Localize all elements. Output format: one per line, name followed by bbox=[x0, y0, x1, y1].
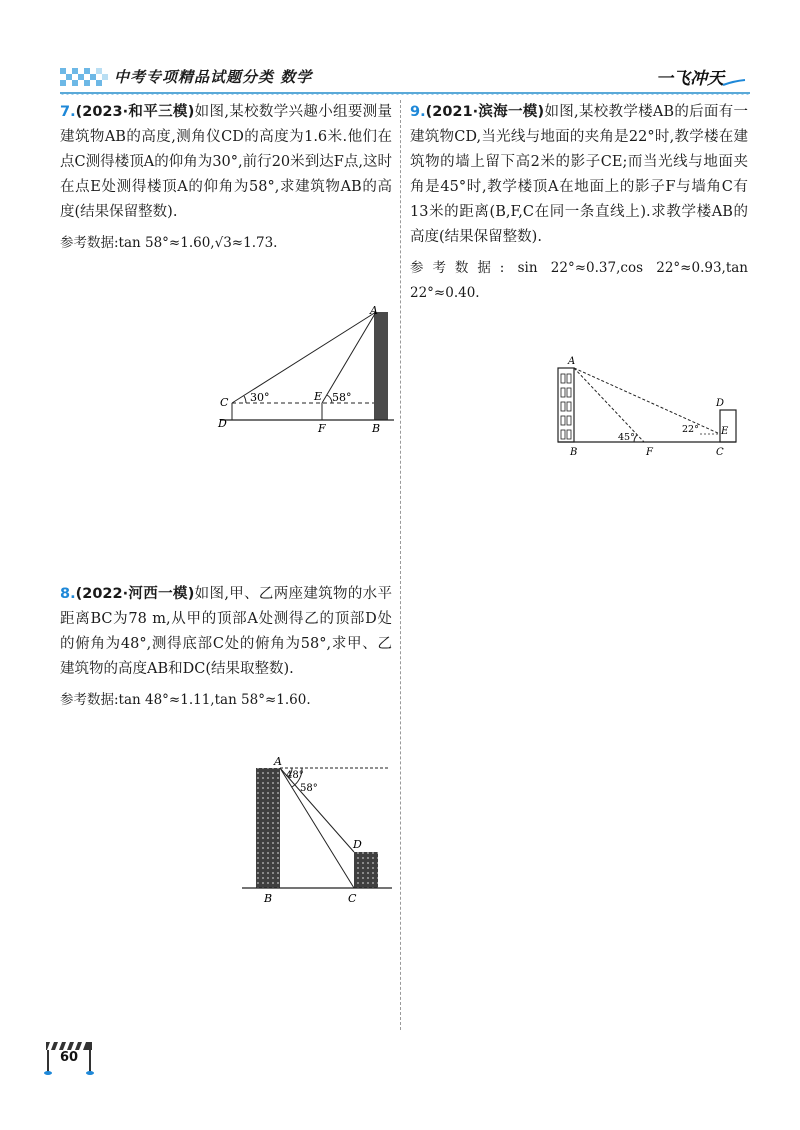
building-ab bbox=[558, 368, 574, 442]
sight-line-c bbox=[232, 312, 376, 403]
angle-48: 48° bbox=[286, 770, 304, 781]
label-f: F bbox=[646, 447, 653, 458]
label-e: E bbox=[721, 426, 729, 437]
problem-text: 如图,某校数学兴趣小组要测量建筑物AB的高度,测角仪CD的高度为1.6米.他们在点C测得楼顶A的仰角为30°,前行20米到达F点,这时在点E处测得楼顶A的仰角为58°,求建筑物AB的高度(结果保留整数). bbox=[60, 104, 393, 220]
problem-source: (2021·滨海一模) bbox=[425, 104, 545, 120]
label-d: D bbox=[716, 398, 725, 409]
label-c: C bbox=[716, 447, 724, 458]
column-divider bbox=[400, 100, 401, 1030]
label-c: C bbox=[220, 396, 229, 409]
label-d: D bbox=[353, 838, 362, 851]
problem-8 bbox=[60, 582, 392, 713]
figure-problem-7 bbox=[212, 300, 402, 440]
figure-problem-9 bbox=[548, 354, 748, 464]
angle-45: 45° bbox=[618, 432, 635, 443]
figure-problem-8 bbox=[236, 756, 396, 906]
angle-58: 58° bbox=[300, 783, 318, 794]
angle-arc-c bbox=[244, 396, 246, 403]
problem-text: 如图,甲、乙两座建筑物的水平距离BC为78 m,从甲的顶部A处测得乙的顶部D处的俯角为48°,测得底部C处的俯角为58°,求甲、乙建筑物的高度AB和DC(结果取整数). bbox=[60, 586, 393, 677]
building-yi bbox=[354, 852, 378, 888]
problem-text: 如图,某校教学楼AB的后面有一建筑物CD,当光线与地面的夹角是22°时,教学楼在建筑物的墙上留下高2米的影子CE;而当光线与地面夹角是45°时,教学楼顶A在地面上的影子F与墙角C有13米的距离(B,F,C在同一条直线上).求教学楼AB的高度(结果保留整数). bbox=[410, 104, 748, 245]
problem-9 bbox=[410, 100, 748, 306]
label-f: F bbox=[318, 422, 326, 435]
label-d: D bbox=[218, 417, 227, 430]
sight-line-e bbox=[322, 312, 376, 403]
problem-number: 9. bbox=[410, 104, 426, 120]
page-header bbox=[0, 0, 800, 100]
shadow-ray-45 bbox=[574, 368, 644, 442]
angle-22: 22° bbox=[682, 424, 699, 435]
building-ab bbox=[374, 312, 388, 420]
problem-source: (2022·河西一模) bbox=[75, 586, 195, 602]
page-number: 60 bbox=[60, 1050, 79, 1065]
label-a: A bbox=[568, 356, 576, 367]
angle-30: 30° bbox=[250, 391, 270, 404]
reference-data: 参考数据:tan 58°≈1.60,√3≈1.73. bbox=[60, 235, 278, 251]
brand-logo: 一飞冲天 bbox=[656, 69, 724, 89]
problem-number: 8. bbox=[60, 586, 76, 602]
problem-number: 7. bbox=[60, 104, 76, 120]
reference-data: 参考数据:tan 48°≈1.11,tan 58°≈1.60. bbox=[60, 692, 311, 708]
label-a: A bbox=[370, 304, 378, 317]
label-c: C bbox=[348, 892, 357, 905]
problem-7 bbox=[60, 100, 392, 256]
label-b: B bbox=[372, 422, 381, 435]
header-dotted-rule bbox=[60, 93, 750, 96]
label-e: E bbox=[314, 390, 323, 403]
label-a: A bbox=[274, 756, 282, 768]
angle-58: 58° bbox=[332, 391, 352, 404]
series-title: 中考专项精品试题分类 数学 bbox=[114, 68, 313, 86]
label-b: B bbox=[570, 447, 578, 458]
building-jia bbox=[256, 768, 280, 888]
reference-data: 参考数据: sin 22°≈0.37,cos 22°≈0.93,tan 22°≈0.40. bbox=[410, 260, 748, 301]
brand-swoosh-icon bbox=[722, 79, 746, 87]
label-b: B bbox=[264, 892, 273, 905]
problem-source: (2023·和平三模) bbox=[75, 104, 195, 120]
